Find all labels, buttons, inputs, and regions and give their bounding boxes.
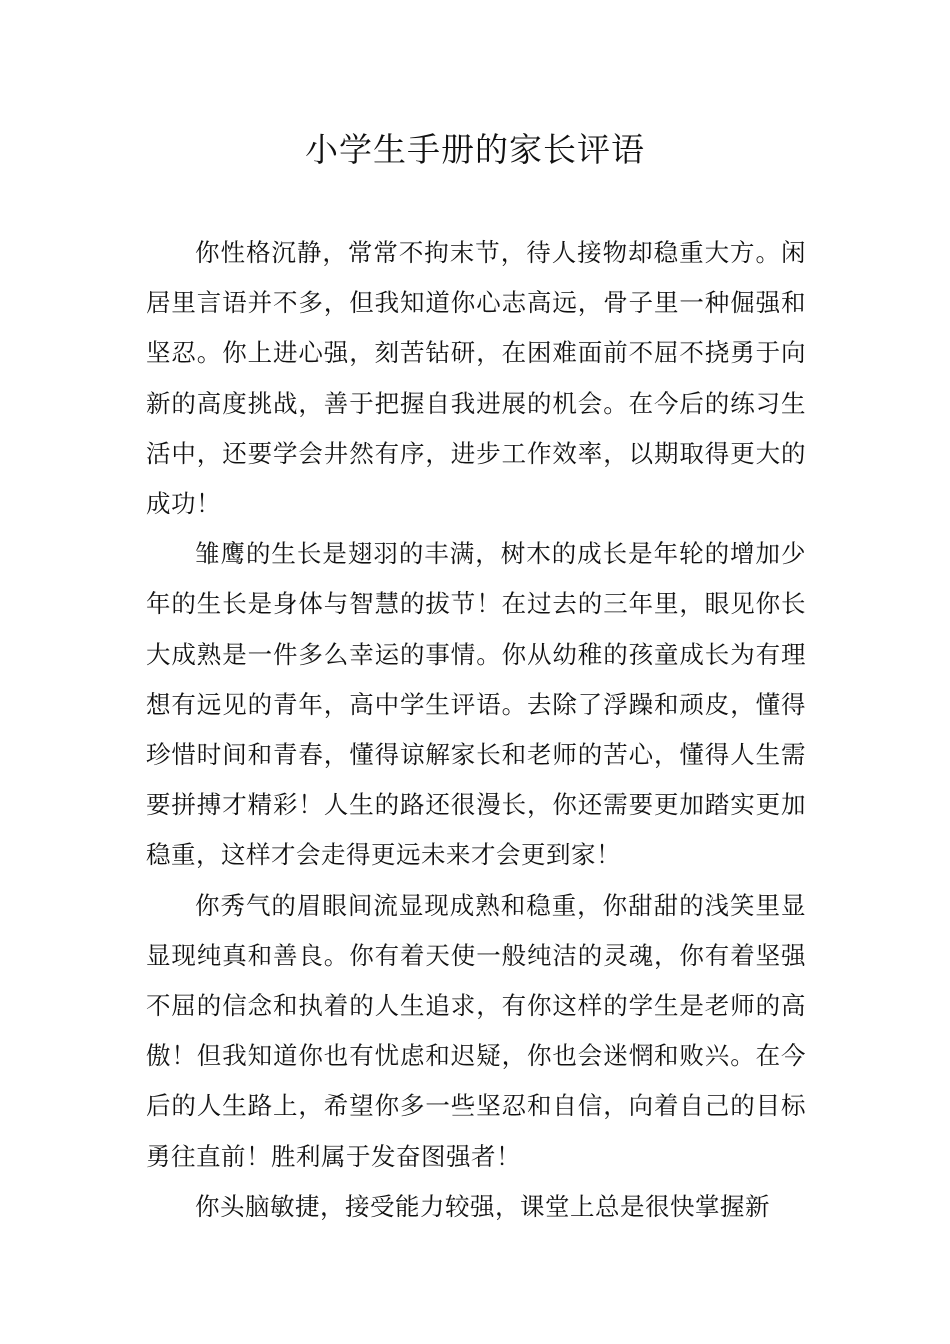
paragraph-4: 你头脑敏捷，接受能力较强，课堂上总是很快掌握新: [195, 1191, 770, 1221]
document-title: 小学生手册的家长评语: [305, 130, 645, 169]
document-body: [146, 228, 806, 1232]
paragraph-2: 雏鹰的生长是翅羽的丰满，树木的成长是年轮的增加少年的生长是身体与智慧的拔节！在过去的三年里，眼见你长大成熟是一件多么幸运的事情。你从幼稚的孩童成长为有理想有远见的青年，高中学生评语。去除了浮躁和顽皮，懂得珍惜时间和青春，懂得谅解家长和老师的苦心，懂得人生需要拼搏才精彩！人生的路还很漫长，你还需要更加踏实更加稳重，这样才会走得更远未来才会更到家！: [146, 539, 806, 870]
paragraph-3: 你秀气的眉眼间流显现成熟和稳重，你甜甜的浅笑里显显现纯真和善良。你有着天使一般纯洁的灵魂，你有着坚强不屈的信念和执着的人生追求，有你这样的学生是老师的高傲！但我知道你也有忧虑和迟疑，你也会迷惘和败兴。在今后的人生路上，希望你多一些坚忍和自信，向着自己的目标勇往直前！胜利属于发奋图强者！: [146, 890, 806, 1171]
paragraph-1: 你性格沉静，常常不拘末节，待人接物却稳重大方。闲居里言语并不多，但我知道你心志高远，骨子里一种倔强和坚忍。你上进心强，刻苦钻研，在困难面前不屈不挠勇于向新的高度挑战，善于把握自我进展的机会。在今后的练习生活中，还要学会井然有序，进步工作效率，以期取得更大的成功！: [146, 238, 806, 519]
